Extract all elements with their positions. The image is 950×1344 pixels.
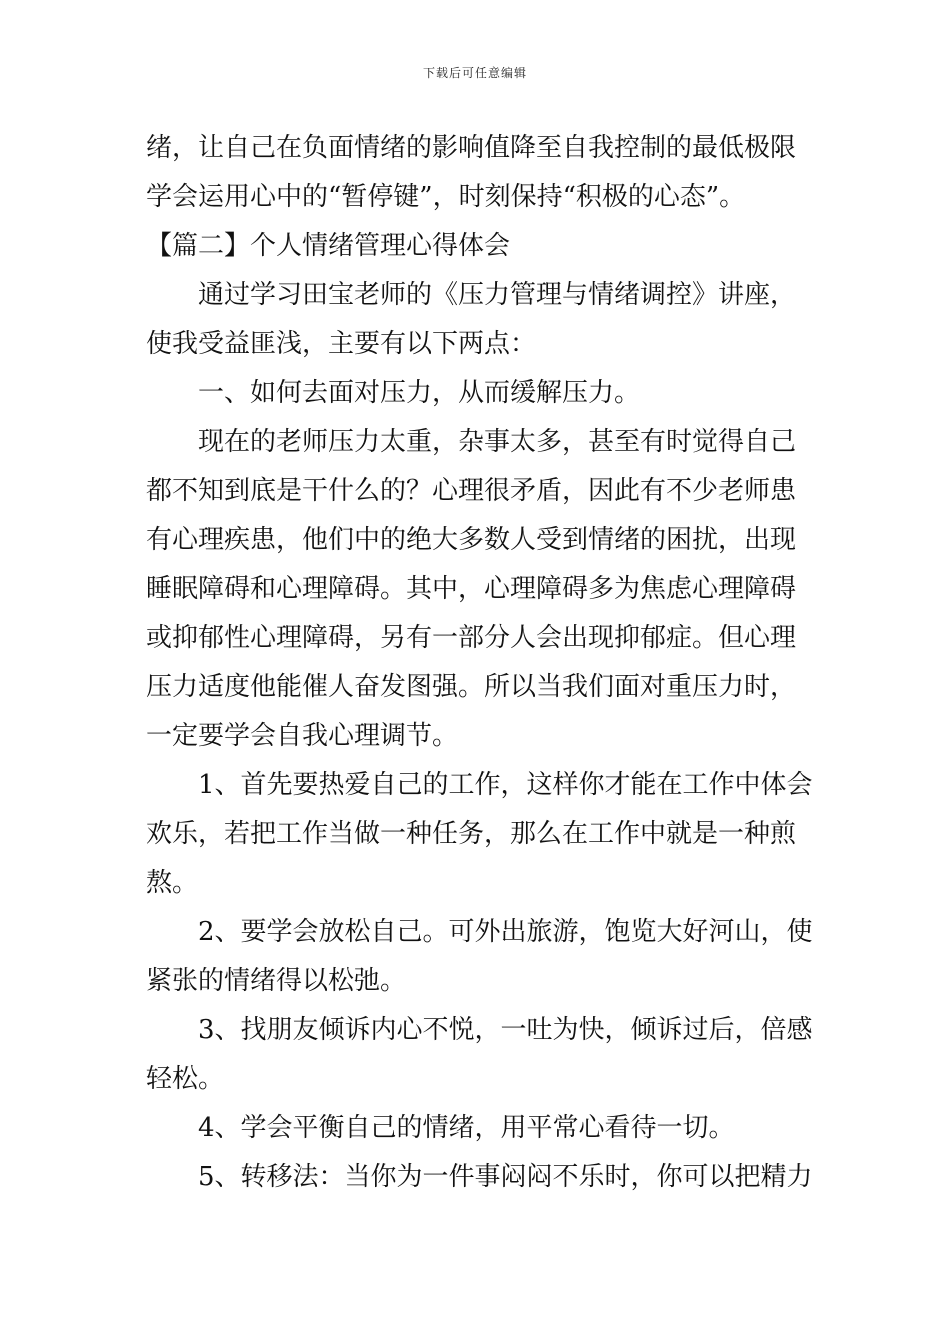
text-line: 学会运用心中的“暂停键”，时刻保持“积极的心态”。 (146, 182, 746, 212)
text-line: 或抑郁性心理障碍，另有一部分人会出现抑郁症。但心理 (146, 623, 797, 653)
text-line: 都不知到底是干什么的？心理很矛盾，因此有不少老师患 (146, 476, 797, 506)
text-line: 5、转移法：当你为一件事闷闷不乐时，你可以把精力 (198, 1162, 813, 1192)
text-line: 欢乐，若把工作当做一种任务，那么在工作中就是一种煎 (146, 819, 797, 849)
document-body (146, 124, 813, 1202)
page-header: 下载后可任意编辑 (422, 66, 527, 80)
text-line: 2、要学会放松自己。可外出旅游，饱览大好河山，使 (198, 917, 813, 947)
text-line: 4、学会平衡自己的情绪，用平常心看待一切。 (198, 1113, 735, 1143)
text-line: 紧张的情绪得以松弛。 (146, 966, 407, 996)
text-line: 睡眠障碍和心理障碍。其中，心理障碍多为焦虑心理障碍 (146, 574, 797, 604)
section-heading: 【篇二】个人情绪管理心得体会 (146, 231, 511, 261)
text-line: 熬。 (146, 868, 199, 898)
text-line: 使我受益匪浅，主要有以下两点： (146, 329, 537, 359)
text-line: 1、首先要热爱自己的工作，这样你才能在工作中体会 (198, 770, 813, 800)
text-line: 一、如何去面对压力，从而缓解压力。 (198, 378, 641, 408)
text-line: 绪，让自己在负面情绪的影响值降至自我控制的最低极限 (146, 133, 797, 163)
text-line: 压力适度他能催人奋发图强。所以当我们面对重压力时， (146, 672, 797, 702)
text-line: 通过学习田宝老师的《压力管理与情绪调控》讲座， (198, 280, 797, 310)
text-line: 有心理疾患，他们中的绝大多数人受到情绪的困扰，出现 (146, 525, 797, 555)
text-line: 3、找朋友倾诉内心不悦，一吐为快，倾诉过后，倍感 (198, 1015, 813, 1045)
text-line: 轻松。 (146, 1064, 225, 1094)
text-line: 现在的老师压力太重，杂事太多，甚至有时觉得自己 (198, 427, 797, 457)
text-line: 一定要学会自我心理调节。 (146, 721, 459, 751)
